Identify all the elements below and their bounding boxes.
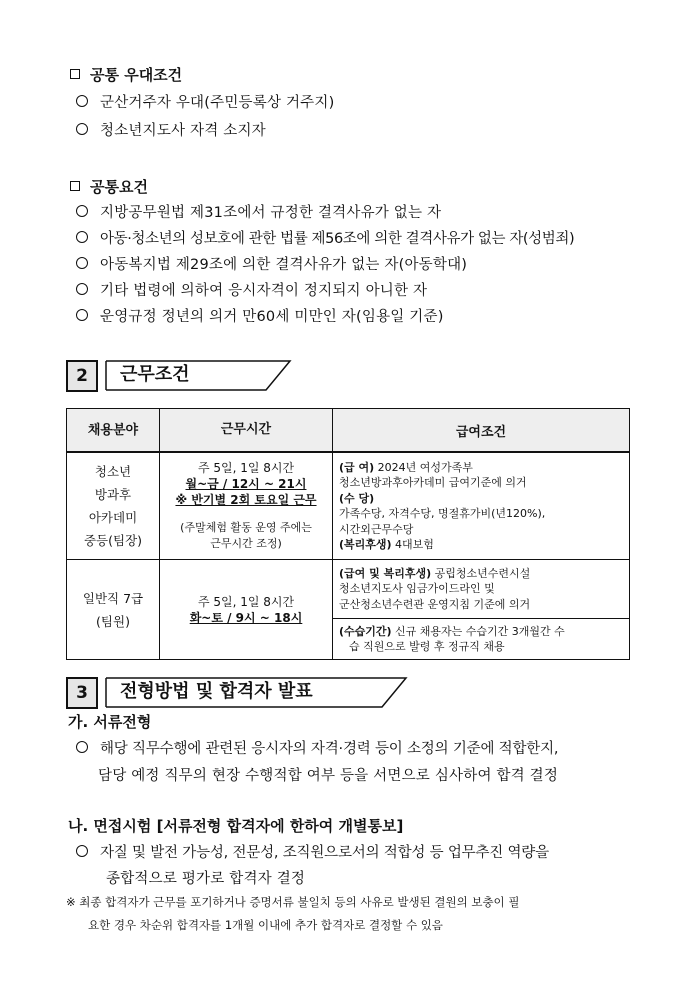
list-item: 군산거주자 우대(주민등록상 거주지) [76, 91, 334, 112]
field-cell: 일반직 7급 (팀원) [67, 560, 160, 660]
circle-bullet-icon [76, 95, 88, 107]
common-requirements-heading: 공통요건 [70, 176, 148, 197]
list-item: 지방공무원법 제31조에서 규정한 결격사유가 없는 자 [76, 201, 441, 222]
list-item: 청소년지도사 자격 소지자 [76, 119, 266, 140]
final-note-line-1: ※ 최종 합격자가 근무를 포기하거나 증명서류 불일치 등의 사유로 발생된 결원의 보충이 필 [66, 895, 520, 909]
column-header: 채용분야 [67, 409, 160, 453]
table-row [67, 452, 630, 560]
square-bullet-icon [70, 69, 80, 79]
column-header: 근무시간 [160, 409, 333, 453]
hours-cell: 주 5일, 1일 8시간 월~금 / 12시 ~ 21시 ※ 반기별 2회 토요일 근무 (주말체험 활동 운영 주에는 근무시간 조정) [160, 452, 333, 560]
column-header: 급여조건 [333, 409, 630, 453]
section-title: 전형방법 및 합격자 발표 [120, 681, 313, 702]
hours-cell: 주 5일, 1일 8시간 화~토 / 9시 ~ 18시 [160, 560, 333, 660]
common-preference-heading: 공통 우대조건 [70, 64, 182, 85]
circle-bullet-icon [76, 283, 88, 295]
section-3-header [66, 677, 411, 707]
probation-cell: (수습기간) 신규 채용자는 수습기간 3개월간 수 습 직원으로 발령 후 정규직 채용 [333, 619, 630, 660]
list-item: 해당 직무수행에 관련된 응시자의 자격·경력 등이 소정의 기준에 적합한지, [76, 737, 558, 758]
circle-bullet-icon [76, 309, 88, 321]
circle-bullet-icon [76, 845, 88, 857]
table-row [67, 560, 630, 619]
circle-bullet-icon [76, 205, 88, 217]
circle-bullet-icon [76, 123, 88, 135]
pay-cell: (급 여) 2024년 여성가족부 청소년방과후아카데미 급여기준에 의거 (수 당) 가족수당, 자격수당, 명절휴가비(년120%), 시간외근무수당 (복리후생) 4대보험 [333, 452, 630, 560]
list-item: 자질 및 발전 가능성, 전문성, 조직원으로서의 적합성 등 업무추진 역량을 [76, 841, 549, 862]
list-item: 아동복지법 제29조에 의한 결격사유가 없는 자(아동학대) [76, 253, 467, 274]
final-note-line-2: 요한 경우 차순위 합격자를 1개월 이내에 추가 합격자로 결정할 수 있음 [88, 918, 443, 932]
list-item: 아동·청소년의 성보호에 관한 법률 제56조에 의한 결격사유가 없는 자(성범죄) [76, 227, 574, 248]
square-bullet-icon [70, 181, 80, 191]
work-conditions-table [66, 408, 630, 660]
table-header-row [67, 409, 630, 453]
circle-bullet-icon [76, 231, 88, 243]
list-item: 운영규정 정년의 의거 만60세 미만인 자(임용일 기준) [76, 305, 444, 326]
field-cell: 청소년 방과후 아카데미 중등(팀장) [67, 452, 160, 560]
section-number: 3 [66, 677, 98, 709]
doc-screening-heading: 가. 서류전형 [68, 713, 152, 731]
circle-bullet-icon [76, 257, 88, 269]
pay-cell: (급여 및 복리후생) 공립청소년수련시설 청소년지도사 임금가이드라인 및 군산청소년수련관 운영지침 기준에 의거 [333, 560, 630, 619]
section-2-header [66, 360, 296, 390]
section-title: 근무조건 [120, 364, 190, 385]
list-item-continuation: 담당 예정 직무의 현장 수행적합 여부 등을 서면으로 심사하여 합격 결정 [98, 768, 559, 784]
circle-bullet-icon [76, 741, 88, 753]
list-item: 기타 법령에 의하여 응시자격이 정지되지 아니한 자 [76, 279, 427, 300]
interview-heading: 나. 면접시험 [서류전형 합격자에 한하여 개별통보] [68, 817, 404, 835]
section-number: 2 [66, 360, 98, 392]
list-item-continuation: 종합적으로 평가로 합격자 결정 [106, 871, 306, 887]
